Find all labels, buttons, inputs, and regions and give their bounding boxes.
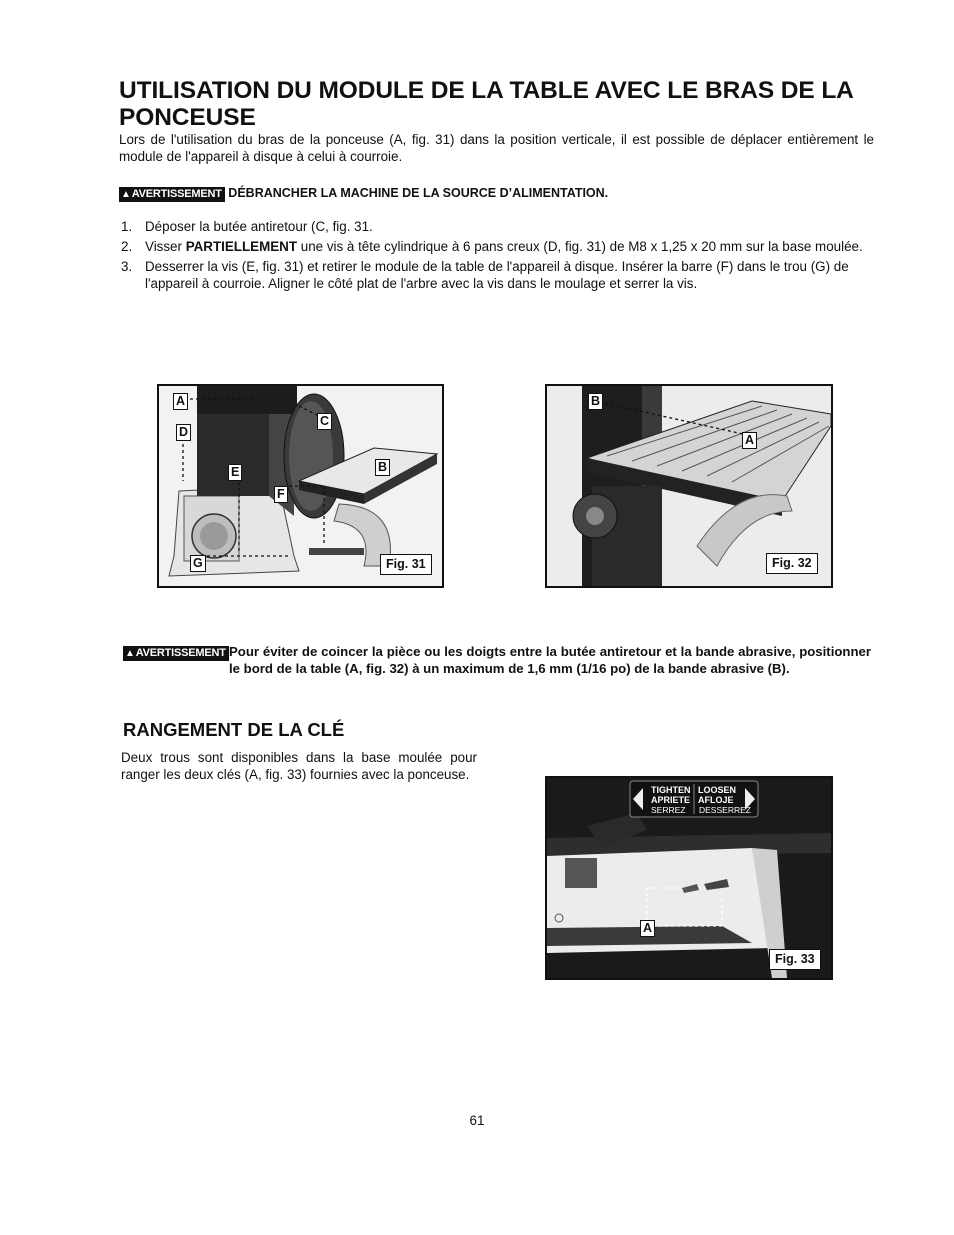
warning-badge-2: ▲AVERTISSEMENT	[123, 643, 227, 661]
callout-e: E	[228, 464, 242, 481]
warning-triangle-icon: ▲	[121, 189, 131, 200]
callout-b: B	[588, 393, 603, 410]
list-item: 1. Déposer la butée antiretour (C, fig. 31.	[121, 219, 373, 234]
figure-33	[545, 776, 833, 980]
tighten-label: TIGHTEN APRIETE	[651, 785, 691, 805]
loosen-label: LOOSEN AFLOJE	[698, 785, 737, 805]
wrench-storage-illustration	[547, 778, 831, 978]
figure-label: Fig. 32	[766, 553, 818, 574]
callout-a: A	[173, 393, 188, 410]
page-number: 61	[469, 1113, 485, 1128]
callout-a: A	[640, 920, 655, 937]
steps-list	[121, 218, 871, 295]
list-item: 2. Visser PARTIELLEMENT une vis à tête cylindrique à 6 pans creux (D, fig. 31) de M8 x 1,25 x 20 mm sur la base moulée.	[121, 239, 863, 254]
figure-32	[545, 384, 833, 588]
callout-b: B	[375, 459, 390, 476]
page-title: UTILISATION DU MODULE DE LA TABLE AVEC LE BRAS DE LA PONCEUSE	[119, 77, 853, 131]
desserrez-label: DESSERREZ	[699, 805, 751, 815]
warning-disconnect	[119, 185, 879, 202]
figure-label: Fig. 31	[380, 554, 432, 575]
warning-badge: ▲AVERTISSEMENT	[119, 187, 225, 202]
figure-31	[157, 384, 444, 588]
section-paragraph: Deux trous sont disponibles dans la base moulée pour ranger les deux clés (A, fig. 33) fournies avec la ponceuse.	[121, 750, 477, 782]
callout-g: G	[190, 555, 206, 572]
list-item: 3. Desserrer la vis (E, fig. 31) et retirer le module de la table de l'appareil à disque. Insérer la barre (F) dans le trou (G) de l'appareil à courroie. Aligner le côté plat de l'arbre avec la vis dans le moulage et serrer la vis.	[121, 259, 849, 291]
callout-a: A	[742, 432, 757, 449]
callout-c: C	[317, 413, 332, 430]
callout-f: F	[274, 486, 288, 503]
section-heading: RANGEMENT DE LA CLÉ	[123, 719, 345, 740]
warning-pinch-text: Pour éviter de coincer la pièce ou les doigts entre la butée antiretour et la bande abrasive, positionner le bord de la table (A, fig. 32) à un maximum de 1,6 mm (1/16 po) de la bande abrasive (B).	[229, 644, 871, 676]
warning-triangle-icon: ▲	[125, 648, 135, 659]
intro-paragraph: Lors de l'utilisation du bras de la ponceuse (A, fig. 31) dans la position verticale, il est possible de déplacer entièrement le module de l'appareil à disque à celui à courroie.	[119, 132, 874, 164]
warning-text: DÉBRANCHER LA MACHINE DE LA SOURCE D’ALIMENTATION.	[228, 186, 609, 200]
figure-label: Fig. 33	[769, 949, 821, 970]
serrez-label: SERREZ	[651, 805, 686, 815]
callout-d: D	[176, 424, 191, 441]
